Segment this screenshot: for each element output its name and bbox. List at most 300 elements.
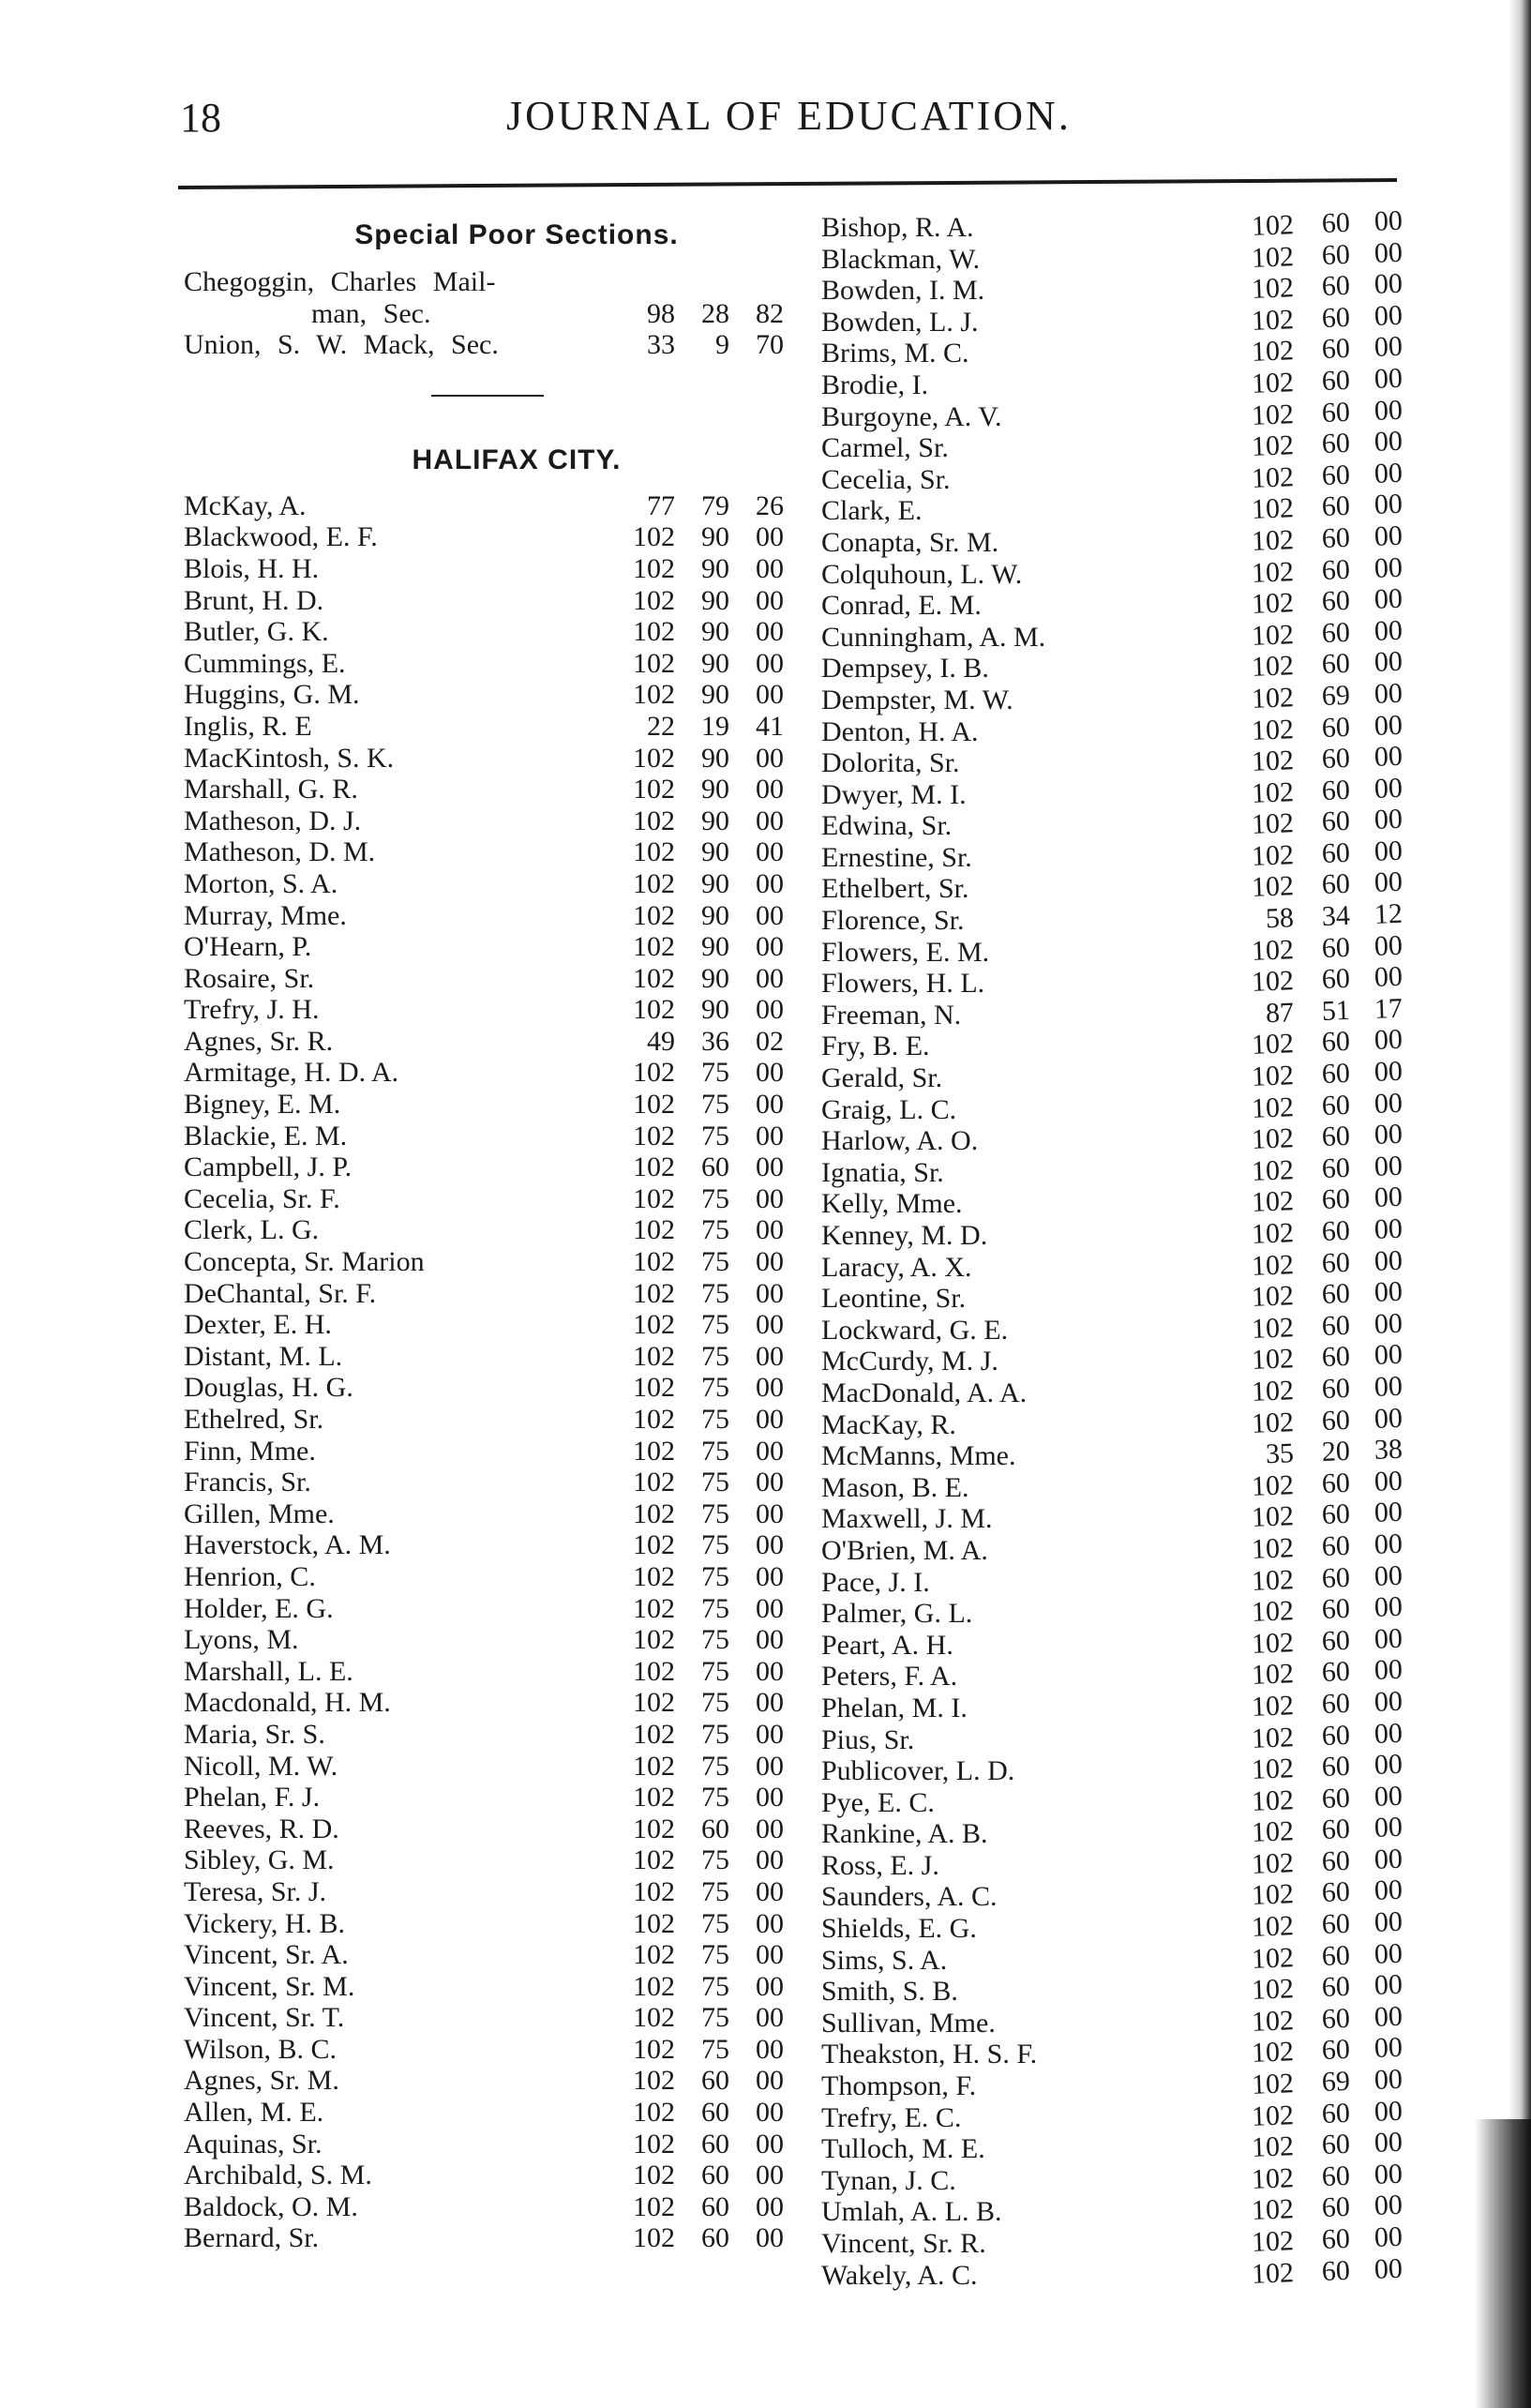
entry-amount-c2: 60	[1321, 459, 1351, 491]
entry-amount-c3: 00	[756, 1467, 784, 1498]
entry-amount-c3: 00	[1373, 489, 1403, 521]
entry-amount-c2: 60	[1321, 805, 1351, 838]
entry-amount-c1: 102	[633, 994, 675, 1026]
entry-amount-c1: 102	[1251, 240, 1295, 274]
entry-name: Clerk, L. G.	[184, 1214, 320, 1246]
entry-amount-c3: 00	[1373, 2063, 1403, 2096]
entry-name: Shields, E. G.	[821, 1913, 977, 1945]
entry-amount-c2: 90	[701, 584, 729, 616]
entry-amount-c3: 00	[1373, 1497, 1403, 1529]
entry-amount-c1: 102	[633, 1560, 675, 1592]
entry-amount-c1: 87	[1265, 997, 1295, 1030]
entry-amount-c3: 00	[756, 1246, 784, 1278]
entry-name: Vickery, H. B.	[184, 1907, 346, 1939]
entry-amount-c1: 102	[1251, 2036, 1295, 2069]
entry-name: McCurdy, M. J.	[821, 1346, 998, 1377]
entry-amount-c1: 102	[1251, 1248, 1295, 1282]
entry-amount-c1: 102	[1251, 1721, 1295, 1754]
entry-amount-c2: 19	[701, 710, 729, 742]
entry-amount-c3: 00	[756, 1151, 784, 1183]
list-item	[184, 2222, 784, 2254]
entry-amount-c3: 00	[1373, 1087, 1403, 1120]
entry-amount-c2: 75	[701, 1277, 729, 1309]
entry-amount-c2: 60	[1321, 2034, 1351, 2067]
entry-amount-c1: 102	[1251, 1311, 1295, 1345]
entry-amount-c3: 00	[756, 805, 784, 836]
entry-amount-c2: 75	[701, 1372, 729, 1404]
running-head: JOURNAL OF EDUCATION.	[506, 93, 1072, 139]
entry-amount-c3: 00	[1373, 204, 1403, 237]
entry-amount-c3: 00	[756, 1182, 784, 1214]
list-item	[184, 1372, 784, 1404]
entry-amount-c3: 00	[756, 1340, 784, 1372]
entry-amount-c2: 60	[1321, 774, 1351, 806]
entry-amount-c3: 00	[756, 2002, 784, 2034]
entry-amount-c3: 00	[756, 1089, 784, 1121]
entry-amount-c2: 60	[1321, 238, 1351, 271]
entry-amount-c2: 90	[701, 774, 729, 805]
entry-name: Armitage, H. D. A.	[184, 1057, 399, 1089]
entry-amount-c1: 102	[633, 1687, 675, 1719]
entry-amount-c3: 00	[756, 616, 784, 648]
entry-amount-c1: 102	[633, 1151, 675, 1183]
entry-name: DeChantal, Sr. F.	[184, 1277, 377, 1309]
entry-name: Kenney, M. D.	[821, 1220, 988, 1251]
list-item	[821, 740, 1403, 779]
entry-name: Flowers, E. M.	[821, 936, 990, 968]
entry-amount-c2: 75	[701, 1782, 729, 1814]
entry-amount-c3: 00	[1373, 1968, 1403, 2002]
entry-amount-c2: 60	[1321, 1498, 1351, 1531]
entry-amount-c3: 38	[1373, 1433, 1403, 1467]
entry-amount-c1: 102	[1251, 1500, 1295, 1534]
list-item	[821, 1968, 1403, 2008]
entry-name: Denton, H. A.	[821, 715, 979, 747]
list-item	[184, 1561, 784, 1593]
entry-amount-c3: 02	[756, 1025, 784, 1057]
list-item	[184, 1719, 784, 1751]
entry-amount-c1: 102	[1251, 965, 1295, 999]
entry-amount-c3: 00	[1373, 1780, 1403, 1813]
entry-amount-c1: 102	[1251, 367, 1295, 399]
entry-amount-c3: 82	[756, 297, 784, 329]
list-item	[184, 774, 784, 805]
entry-amount-c3: 12	[1373, 897, 1403, 930]
halifax-list-left	[184, 490, 784, 2254]
entry-name: Publicover, L. D.	[821, 1755, 1015, 1787]
entry-amount-c2: 60	[1321, 2097, 1351, 2130]
entry-amount-c2: 75	[701, 1182, 729, 1214]
entry-amount-c3: 00	[1373, 1055, 1403, 1088]
entry-amount-c1: 102	[1251, 1783, 1295, 1817]
entry-amount-c3: 00	[756, 1120, 784, 1151]
entry-amount-c2: 75	[701, 1340, 729, 1372]
entry-amount-c3: 00	[756, 962, 784, 994]
list-item	[184, 490, 784, 522]
list-item	[184, 1026, 784, 1058]
entry-name: Colquhoun, L. W.	[821, 558, 1023, 590]
entry-name: Huggins, G. M.	[184, 679, 360, 711]
entry-amount-c1: 102	[1251, 1626, 1295, 1660]
list-item	[821, 2190, 1403, 2228]
entry-amount-c3: 00	[1373, 929, 1403, 962]
entry-amount-c2: 75	[701, 1529, 729, 1561]
entry-name: Sims, S. A.	[821, 1944, 948, 1976]
entry-amount-c3: 00	[756, 1655, 784, 1687]
entry-amount-c3: 00	[1373, 803, 1403, 836]
entry-amount-c2: 75	[701, 1309, 729, 1341]
entry-amount-c3: 00	[756, 2190, 784, 2222]
entry-amount-c2: 60	[1321, 742, 1351, 775]
entry-name: Brunt, H. D.	[184, 584, 324, 616]
entry-amount-c2: 60	[1321, 1183, 1351, 1216]
entry-amount-c1: 102	[633, 584, 675, 616]
entry-name: Reeves, R. D.	[184, 1813, 339, 1844]
entry-amount-c2: 90	[701, 994, 729, 1026]
entry-name: Bigney, E. M.	[184, 1089, 341, 1121]
entry-amount-c1: 102	[633, 1592, 675, 1624]
list-item	[821, 1559, 1403, 1599]
list-item	[184, 1404, 784, 1436]
list-item	[184, 963, 784, 995]
list-item	[821, 204, 1403, 244]
entry-amount-c3: 00	[1373, 362, 1403, 395]
list-item	[821, 1402, 1403, 1441]
entry-amount-c1: 102	[633, 1875, 675, 1907]
section-heading-poor: Special Poor Sections.	[354, 219, 679, 250]
list-item	[821, 1528, 1403, 1567]
entry-name: Haverstock, A. M.	[184, 1529, 391, 1561]
entry-amount-c2: 75	[701, 1939, 729, 1971]
entry-name: Burgoyne, A. V.	[821, 400, 1002, 432]
list-item	[184, 836, 784, 868]
entry-name: Cecelia, Sr.	[821, 463, 951, 495]
entry-name: Dempster, M. W.	[821, 684, 1013, 715]
right-column	[821, 204, 1403, 2291]
list-item	[821, 236, 1403, 276]
entry-amount-c3: 00	[1373, 1905, 1403, 1938]
entry-name: Vincent, Sr. A.	[184, 1939, 349, 1971]
entry-name: Sibley, G. M.	[184, 1844, 335, 1876]
entry-amount-c1: 102	[1251, 555, 1295, 589]
entry-amount-c1: 102	[633, 1057, 675, 1089]
entry-amount-c3: 00	[756, 774, 784, 805]
entry-amount-c1: 102	[633, 1120, 675, 1151]
entry-amount-c3: 00	[756, 1529, 784, 1561]
entry-amount-c1: 102	[1251, 682, 1295, 715]
entry-name: Ernestine, Sr.	[821, 841, 972, 873]
list-item	[821, 2252, 1403, 2292]
entry-name: O'Brien, M. A.	[821, 1534, 988, 1566]
entry-amount-c1: 102	[633, 647, 675, 679]
entry-amount-c1: 102	[1251, 1815, 1295, 1849]
list-item	[184, 1593, 784, 1625]
entry-amount-c2: 60	[1321, 1214, 1351, 1247]
entry-amount-c1: 102	[1251, 618, 1295, 652]
entry-amount-c1: 102	[633, 2128, 675, 2160]
entry-amount-c1: 102	[633, 1372, 675, 1404]
entry-name: Concepta, Sr. Marion	[184, 1246, 425, 1278]
entry-amount-c3: 00	[756, 2097, 784, 2129]
entry-amount-c2: 60	[1321, 1656, 1351, 1689]
entry-amount-c2: 75	[701, 1057, 729, 1089]
list-item	[821, 425, 1403, 464]
entry-amount-c2: 60	[1321, 1939, 1351, 1972]
entry-amount-c1: 102	[1251, 1847, 1295, 1880]
list-item	[184, 1151, 784, 1183]
list-item	[821, 1685, 1403, 1724]
entry-amount-c3: 00	[1373, 1244, 1403, 1277]
entry-amount-c2: 51	[1321, 994, 1351, 1027]
entry-amount-c3: 00	[756, 994, 784, 1026]
entry-amount-c2: 60	[1321, 1782, 1351, 1814]
entry-amount-c1: 102	[1251, 2005, 1295, 2038]
entry-amount-c2: 60	[701, 2190, 729, 2222]
section-heading-halifax: HALIFAX CITY.	[412, 444, 622, 475]
entry-amount-c3: 00	[756, 1875, 784, 1907]
entry-amount-c1: 102	[1251, 1941, 1295, 1975]
entry-amount-c2: 60	[1321, 1529, 1351, 1562]
entry-name: Marshall, G. R.	[184, 774, 358, 805]
entry-name: Rosaire, Sr.	[184, 962, 315, 994]
entry-name: Union, S. W. Mack, Sec.	[184, 329, 499, 361]
entry-amount-c3: 00	[1373, 1717, 1403, 1750]
list-item	[821, 1497, 1403, 1535]
entry-amount-c3: 00	[756, 2128, 784, 2160]
entry-amount-c2: 60	[1321, 711, 1351, 744]
entry-amount-c2: 60	[1321, 301, 1351, 334]
entry-amount-c3: 00	[1373, 2032, 1403, 2065]
entry-amount-c3: 00	[756, 931, 784, 963]
entry-amount-c3: 00	[1373, 1339, 1403, 1372]
list-item	[821, 1275, 1403, 1315]
entry-amount-c2: 60	[1321, 1057, 1351, 1091]
entry-amount-c2: 60	[1321, 1971, 1351, 2004]
list-item	[821, 897, 1403, 937]
entry-amount-c3: 00	[756, 2222, 784, 2254]
entry-amount-c1: 22	[647, 710, 675, 742]
entry-amount-c1: 102	[633, 1182, 675, 1214]
entry-amount-c2: 90	[701, 742, 729, 774]
entry-name: Agnes, Sr. R.	[184, 1025, 334, 1057]
entry-amount-c2: 60	[1321, 553, 1351, 586]
entry-amount-c1: 102	[1251, 209, 1295, 242]
list-item	[821, 1024, 1403, 1062]
entry-amount-c1: 102	[1251, 1217, 1295, 1250]
entry-amount-c3: 00	[756, 742, 784, 774]
entry-amount-c2: 60	[1321, 868, 1351, 901]
entry-amount-c1: 102	[1251, 1878, 1295, 1912]
entry-amount-c2: 60	[1321, 270, 1351, 303]
entry-amount-c1: 102	[633, 616, 675, 648]
entry-name: Phelan, M. I.	[821, 1692, 968, 1723]
entry-amount-c1: 102	[633, 521, 675, 553]
entry-amount-c1: 102	[633, 1497, 675, 1529]
entry-amount-c2: 60	[1321, 1404, 1351, 1437]
entry-amount-c1: 102	[1251, 1753, 1295, 1785]
entry-amount-c3: 00	[1373, 1622, 1403, 1655]
entry-amount-c3: 00	[1373, 1812, 1403, 1844]
entry-amount-c2: 75	[701, 1467, 729, 1498]
entry-amount-c1: 102	[633, 1467, 675, 1498]
entry-name: MacKintosh, S. K.	[184, 742, 395, 774]
entry-amount-c1: 102	[633, 2033, 675, 2065]
entry-name: O'Hearn, P.	[184, 931, 312, 963]
entry-amount-c3: 00	[1373, 677, 1403, 710]
list-item	[184, 1246, 784, 1278]
entry-amount-c2: 90	[701, 616, 729, 648]
entry-name: Holder, E. G.	[184, 1592, 334, 1624]
entry-amount-c2: 75	[701, 1970, 729, 2002]
entry-name: McKay, A.	[184, 489, 307, 521]
entry-name: Teresa, Sr. J.	[184, 1875, 327, 1907]
entry-name: Campbell, J. P.	[184, 1151, 353, 1183]
entry-amount-c2: 69	[1321, 679, 1351, 712]
list-item	[184, 648, 784, 680]
list-item	[821, 1244, 1403, 1284]
entry-name: Matheson, D. M.	[184, 836, 376, 868]
entry-amount-c1: 102	[633, 1340, 675, 1372]
entry-amount-c2: 75	[701, 1750, 729, 1782]
entry-name: Conapta, Sr. M.	[821, 526, 999, 558]
entry-amount-c3: 00	[1373, 2190, 1403, 2222]
entry-name: Pye, E. C.	[821, 1786, 935, 1818]
entry-amount-c3: 00	[1373, 1212, 1403, 1245]
entry-amount-c3: 00	[756, 1309, 784, 1341]
entry-amount-c1: 49	[647, 1025, 675, 1057]
list-item	[184, 1309, 784, 1341]
entry-amount-c3: 00	[756, 1970, 784, 2002]
list-item	[184, 1057, 784, 1089]
list-item	[821, 1339, 1403, 1377]
list-item	[821, 551, 1403, 591]
list-item	[184, 2034, 784, 2066]
entry-amount-c1: 102	[633, 805, 675, 836]
entry-amount-c2: 60	[1321, 1372, 1351, 1405]
entry-amount-c3: 00	[1373, 960, 1403, 994]
entry-name: Conrad, E. M.	[821, 590, 982, 622]
entry-amount-c2: 60	[701, 2222, 729, 2254]
entry-amount-c1: 102	[1251, 1658, 1295, 1692]
entry-amount-c1: 98	[647, 297, 675, 329]
entry-amount-c3: 00	[1373, 1402, 1403, 1435]
entry-amount-c2: 90	[701, 552, 729, 584]
entry-amount-c2: 60	[1321, 931, 1351, 964]
entry-amount-c2: 60	[1321, 364, 1351, 397]
entry-name: Fry, B. E.	[821, 1031, 930, 1062]
entry-amount-c2: 60	[1321, 836, 1351, 869]
list-item	[184, 553, 784, 585]
entry-amount-c2: 60	[1321, 1121, 1351, 1153]
entry-name: Nicoll, M. W.	[184, 1750, 338, 1782]
list-item	[184, 1624, 784, 1656]
entry-amount-c2: 75	[701, 1687, 729, 1719]
entry-name: Ignatia, Sr.	[821, 1156, 944, 1188]
entry-amount-c2: 60	[1321, 1844, 1351, 1877]
entry-name: Douglas, H. G.	[184, 1372, 353, 1404]
list-item	[184, 585, 784, 617]
entry-name: Tynan, J. C.	[821, 2164, 956, 2196]
list-item	[821, 803, 1403, 842]
list-item	[184, 1121, 784, 1152]
entry-amount-c2: 75	[701, 1592, 729, 1624]
entry-amount-c1: 102	[1251, 1406, 1295, 1439]
entry-amount-c2: 75	[701, 1089, 729, 1121]
entry-name: Sullivan, Mme.	[821, 2007, 996, 2039]
entry-amount-c2: 60	[1321, 1561, 1351, 1594]
entry-amount-c2: 60	[1321, 1467, 1351, 1499]
entry-amount-c1: 102	[1251, 1185, 1295, 1219]
entry-amount-c1: 102	[1251, 2193, 1295, 2227]
entry-amount-c1: 102	[1251, 1910, 1295, 1943]
list-item	[821, 2220, 1403, 2260]
entry-amount-c1: 102	[633, 2160, 675, 2191]
entry-amount-c2: 75	[701, 1246, 729, 1278]
entry-amount-c1: 102	[633, 1907, 675, 1939]
list-item	[821, 1717, 1403, 1756]
entry-amount-c2: 90	[701, 836, 729, 868]
entry-name: Flowers, H. L.	[821, 968, 985, 1000]
list-item	[821, 1874, 1403, 1913]
entry-amount-c1: 102	[1251, 1468, 1295, 1502]
list-item	[184, 1908, 784, 1940]
entry-name: Morton, S. A.	[184, 867, 338, 899]
entry-name: Thompson, F.	[821, 2070, 977, 2102]
list-item	[184, 1089, 784, 1121]
list-item	[184, 2002, 784, 2034]
entry-name: Peart, A. H.	[821, 1629, 953, 1661]
entry-amount-c3: 00	[756, 1939, 784, 1971]
list-item	[184, 616, 784, 648]
entry-amount-c3: 00	[1373, 457, 1403, 489]
list-item	[184, 868, 784, 900]
entry-amount-c2: 60	[701, 2097, 729, 2129]
entry-amount-c1: 102	[1251, 303, 1295, 337]
entry-amount-c3	[729, 266, 784, 298]
entry-amount-c3: 00	[1373, 519, 1403, 552]
entry-amount-c1: 102	[1251, 524, 1295, 557]
page-edge-shadow	[1508, 0, 1531, 2408]
entry-amount-c1: 102	[633, 1844, 675, 1876]
list-item	[821, 2063, 1403, 2102]
entry-amount-c3: 00	[1373, 551, 1403, 584]
entry-amount-c1: 102	[1251, 807, 1295, 841]
entry-amount-c2: 60	[1321, 1151, 1351, 1184]
entry-name: Matheson, D. J.	[184, 805, 362, 836]
list-item	[184, 931, 784, 963]
entry-amount-c2: 60	[1321, 1026, 1351, 1059]
entry-amount-c2: 60	[1321, 490, 1351, 523]
entry-name: Blackman, W.	[821, 243, 981, 275]
halifax-list-right	[821, 204, 1403, 2291]
entry-amount-c2: 60	[1321, 333, 1351, 366]
entry-name: Clark, E.	[821, 495, 923, 527]
page-number: 18	[180, 95, 221, 141]
entry-amount-c1: 102	[633, 2065, 675, 2097]
list-item	[821, 582, 1403, 622]
list-item	[184, 994, 784, 1026]
entry-amount-c1: 102	[1251, 1343, 1295, 1377]
entry-amount-c1: 102	[633, 2190, 675, 2222]
list-item	[184, 1971, 784, 2003]
list-item	[184, 900, 784, 932]
entry-amount-c2: 60	[1321, 616, 1351, 649]
list-item	[184, 2160, 784, 2191]
entry-amount-c3: 00	[1373, 1748, 1403, 1781]
entry-amount-c2: 60	[1321, 396, 1351, 429]
entry-amount-c3: 00	[1373, 1150, 1403, 1182]
list-item	[821, 2126, 1403, 2165]
